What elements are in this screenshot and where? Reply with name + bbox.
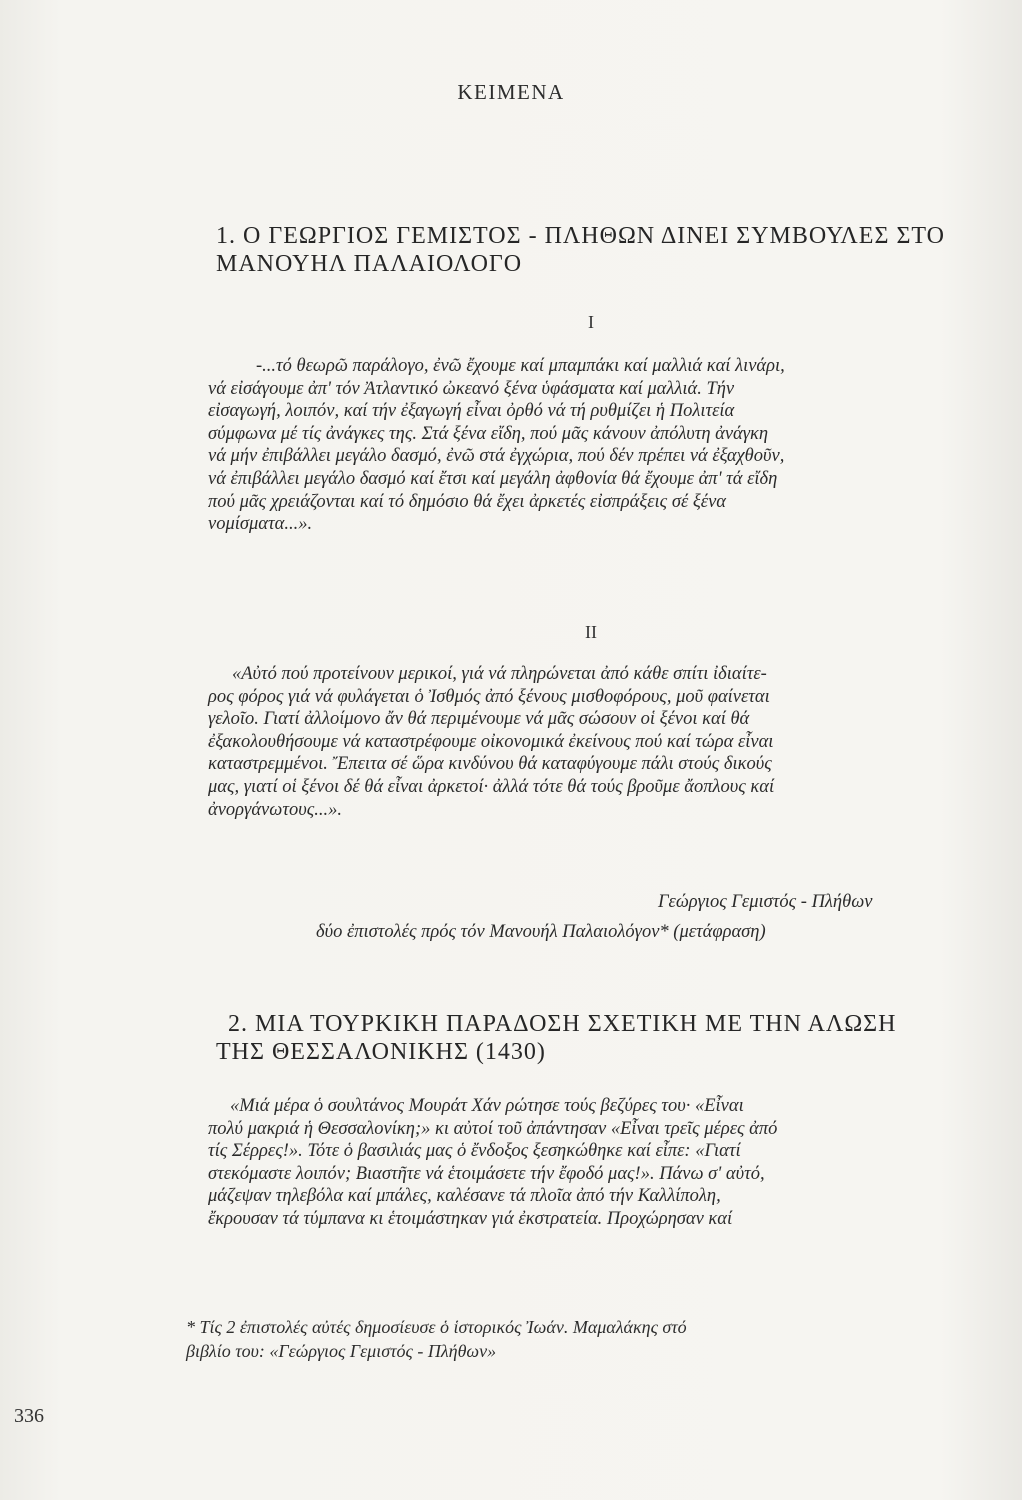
section-1-title-line: 1. Ο ΓΕΩΡΓΙΟΣ ΓΕΜΙΣΤΟΣ - ΠΛΗΘΩΝ ΔΙΝΕΙ ΣΥΜΒΟΥΛΕΣ ΣΤΟ <box>216 223 945 249</box>
text-line: νά ἐπιβάλλει μεγάλο δασμό καί ἔτσι καί μεγάλη ἀφθονία θά ἔχουμε ἀπ' τά εἴδη <box>208 468 778 489</box>
text-line: γελοῖο. Γιατί ἀλλοίμονο ἄν θά περιμένουμε νά μᾶς σώσουν οἱ ξένοι καί θά <box>208 709 750 730</box>
text-line: νά εἰσάγουμε ἀπ' τόν Ἀτλαντικό ὠκεανό ξένα ὑφάσματα καί μαλλιά. Τήν <box>208 378 735 399</box>
attribution-author: Γεώργιος Γεμιστός - Πλήθων <box>658 892 873 912</box>
text-line: πού μᾶς χρειάζονται καί τό δημόσιο θά ἔχει ἀρκετές εἰσπράξεις σέ ξένα <box>208 491 726 512</box>
section-2-title-line: 2. ΜΙΑ ΤΟΥΡΚΙΚΗ ΠΑΡΑΔΟΣΗ ΣΧΕΤΙΚΗ ΜΕ ΤΗΝ ΑΛΩΣΗ <box>228 1011 897 1037</box>
text-line: νά μήν ἐπιβάλλει μεγάλο δασμό, ἐνῶ στά ἐγχώρια, πού δέν πρέπει νά ἐξαχθοῦν, <box>208 446 785 467</box>
section-1-title-line: ΜΑΝΟΥΗΛ ΠΑΛΑΙΟΛΟΓΟ <box>216 251 523 277</box>
text-line: τίς Σέρρες!». Τότε ὁ βασιλιάς μας ὁ ἔνδοξος ξεσηκώθηκε καί εἶπε: «Γιατί <box>208 1141 741 1162</box>
footnote <box>186 1315 966 1363</box>
text-line: -...τό θεωρῶ παράλογο, ἐνῶ ἔχουμε καί μπαμπάκι καί μαλλιά καί λινάρι, <box>256 356 785 376</box>
part-1-text <box>208 355 968 536</box>
part-1-label: Ι <box>588 312 594 332</box>
attribution-work: δύο ἐπιστολές πρός τόν Μανουήλ Παλαιολόγον* (μετάφραση) <box>316 922 766 942</box>
footnote-line: βιβλίο του: «Γεώργιος Γεμιστός - Πλήθων» <box>186 1341 497 1361</box>
text-line: ρος φόρος γιά νά φυλάγεται ὁ Ἰσθμός ἀπό ξένους μισθοφόρους, μοῦ φαίνεται <box>208 686 770 707</box>
text-line: ἀνοργάνωτους...». <box>208 799 342 820</box>
text-line: «Μιά μέρα ὁ σουλτάνος Μουράτ Χάν ρώτησε τούς βεζύρες του· «Εἶναι <box>230 1096 744 1116</box>
section-2-title-line: ΤΗΣ ΘΕΣΣΑΛΟΝΙΚΗΣ (1430) <box>216 1039 546 1065</box>
page-number: 336 <box>14 1405 44 1427</box>
text-line: ἐξακολουθήσουμε νά καταστρέφουμε οἰκονομικά ἐκείνους πού καί τώρα εἶναι <box>208 731 774 752</box>
section-1-title <box>216 222 976 278</box>
section-2-text <box>208 1095 968 1231</box>
text-line: νομίσματα...». <box>208 514 313 535</box>
part-2-label: ΙΙ <box>585 622 597 642</box>
text-line: καταστρεμμένοι. Ἔπειτα σέ ὥρα κινδύνου θά καταφύγουμε πάλι στούς δικούς <box>208 754 772 775</box>
footnote-line: * Τίς 2 ἐπιστολές αὐτές δημοσίευσε ὁ ἱστορικός Ἰωάν. Μαμαλάκης στό <box>186 1317 687 1337</box>
section-2-title <box>216 1010 976 1066</box>
text-line: ἔκρουσαν τά τύμπανα κι ἑτοιμάστηκαν γιά ἐκστρατεία. Προχώρησαν καί <box>208 1208 733 1229</box>
text-line: «Αὐτό πού προτείνουν μερικοί, γιά νά πληρώνεται ἀπό κάθε σπίτι ἰδιαίτε- <box>232 664 767 684</box>
part-2-text <box>208 663 968 821</box>
text-line: στεκόμαστε λοιπόν; Βιαστῆτε νά ἑτοιμάσετε τήν ἔφοδό μας!». Πάνω σ' αὐτό, <box>208 1163 765 1184</box>
text-line: μας, γιατί οἱ ξένοι δέ θά εἶναι ἀρκετοί· ἀλλά τότε θά τούς βροῦμε ἄοπλους καί <box>208 776 775 797</box>
running-head: ΚΕΙΜΕΝΑ <box>457 80 565 104</box>
text-line: μάζεψαν τηλεβόλα καί μπάλες, καλέσανε τά πλοῖα ἀπό τήν Καλλίπολη, <box>208 1186 721 1207</box>
text-line: σύμφωνα μέ τίς ἀνάγκες της. Στά ξένα εἴδη, πού μᾶς κάνουν ἀπόλυτη ἀνάγκη <box>208 423 769 444</box>
text-line: πολύ μακριά ἡ Θεσσαλονίκη;» κι αὐτοί τοῦ ἀπάντησαν «Εἶναι τρεῖς μέρες ἀπό <box>208 1118 778 1139</box>
text-line: εἰσαγωγή, λοιπόν, καί τήν ἐξαγωγή εἶναι ὀρθό νά τή ρυθμίζει ἡ Πολιτεία <box>208 401 735 422</box>
